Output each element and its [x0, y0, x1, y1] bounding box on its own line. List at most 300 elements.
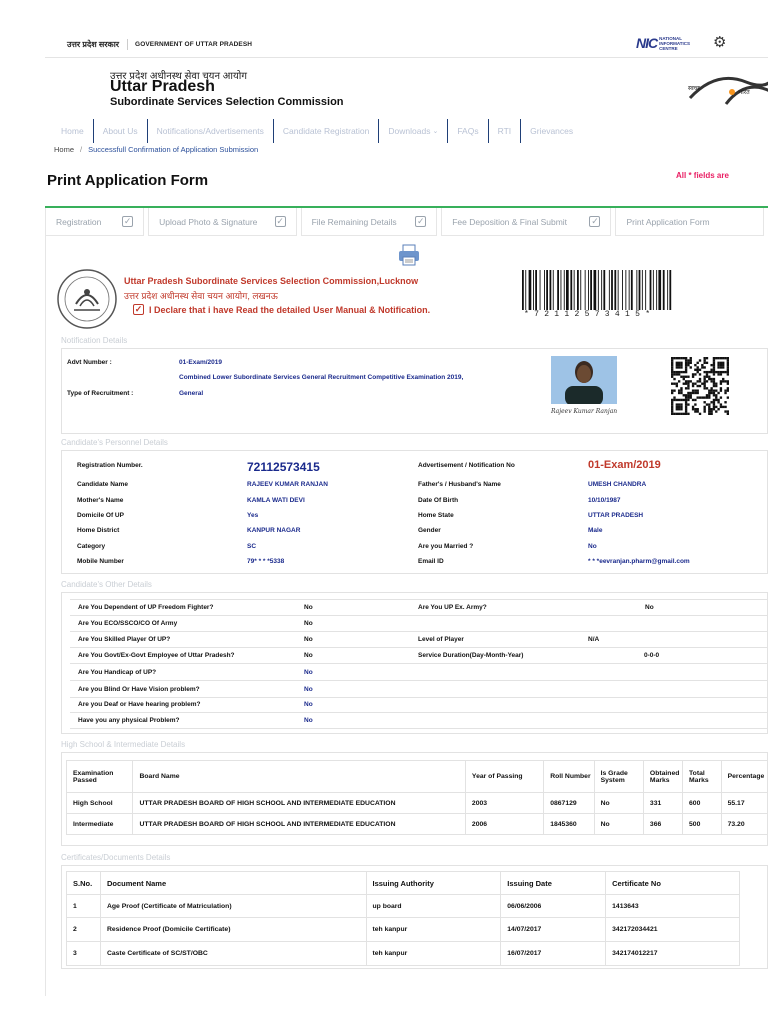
commission-name-english: Uttar Pradesh Subordinate Services Selection Commission,Lucknow: [124, 276, 419, 286]
exam-name: Combined Lower Subordinate Services General Recruitment Competitive Examination 2019,: [179, 374, 464, 381]
qr-module: [692, 408, 694, 410]
qr-module: [680, 389, 682, 391]
qr-module: [724, 406, 726, 408]
answer-value: N/A: [588, 636, 600, 643]
qr-module: [715, 383, 717, 385]
qr-module: [715, 394, 717, 396]
nic-logo[interactable]: [636, 35, 697, 51]
col-authority: Issuing Authority: [366, 872, 501, 895]
qr-module: [706, 373, 708, 375]
father-name-value: UMESH CHANDRA: [588, 481, 647, 488]
qr-module: [683, 394, 685, 396]
qr-module: [680, 357, 682, 359]
qr-module: [703, 406, 705, 408]
question-label: Are you Blind Or Have Vision problem?: [78, 686, 200, 693]
barcode-bar: [577, 270, 579, 310]
qr-module: [706, 387, 708, 389]
recruitment-type-label: Type of Recruitment :: [67, 390, 134, 397]
qr-module: [717, 366, 719, 368]
barcode-bar: [585, 270, 586, 310]
qr-module: [680, 403, 682, 405]
qr-module: [720, 383, 722, 385]
qr-module: [724, 380, 726, 382]
qr-module: [706, 376, 708, 378]
certificates-table: [66, 871, 740, 966]
qr-module: [678, 389, 680, 391]
barcode-bar: [656, 270, 657, 310]
barcode-bar: [546, 270, 548, 310]
qr-module: [720, 366, 722, 368]
qr-module: [703, 366, 705, 368]
advt-number-value: 01-Exam/2019: [179, 359, 223, 366]
qr-module: [678, 373, 680, 375]
qr-module: [694, 403, 696, 405]
qr-module: [694, 389, 696, 391]
step-registration[interactable]: [45, 208, 144, 236]
qr-module: [694, 408, 696, 410]
nav-about-us[interactable]: About Us: [94, 119, 148, 143]
qr-module: [690, 396, 692, 398]
qr-module: [676, 362, 678, 364]
qr-module: [706, 394, 708, 396]
qr-module: [685, 399, 687, 401]
barcode-bar: [522, 270, 524, 310]
qr-module: [708, 413, 710, 415]
qr-module: [678, 413, 680, 415]
qr-module: [724, 389, 726, 391]
table-cell: High School: [67, 793, 133, 814]
qr-module: [717, 373, 719, 375]
table-row: [67, 918, 740, 942]
married-value: No: [588, 543, 597, 550]
barcode-bar: [614, 270, 616, 310]
qr-module: [715, 389, 717, 391]
qr-module: [713, 362, 715, 364]
qr-module: [671, 362, 673, 364]
qr-module: [701, 366, 703, 368]
nav-rti[interactable]: RTI: [489, 119, 522, 143]
qr-module: [722, 406, 724, 408]
col-obtained: Obtained Marks: [643, 761, 682, 793]
mother-name-value: KAMLA WATI DEVI: [247, 497, 305, 504]
qr-module: [699, 359, 701, 361]
step-file-remaining[interactable]: [301, 208, 438, 236]
qr-module: [685, 369, 687, 371]
qr-module: [671, 364, 673, 366]
qr-module: [722, 366, 724, 368]
printer-icon[interactable]: [398, 244, 420, 266]
qr-module: [685, 413, 687, 415]
col-exam: Examination Passed: [67, 761, 133, 793]
qr-module: [713, 399, 715, 401]
certificates-header-row: [67, 872, 740, 895]
qr-module: [720, 403, 722, 405]
barcode-bar: [629, 270, 630, 310]
table-cell: Residence Proof (Domicile Certificate): [100, 918, 366, 942]
qr-module: [692, 376, 694, 378]
qr-module: [701, 396, 703, 398]
qr-module: [680, 387, 682, 389]
barcode-bar: [550, 270, 552, 310]
qr-module: [676, 357, 678, 359]
qr-module: [678, 364, 680, 366]
qr-module: [715, 396, 717, 398]
qr-module: [724, 357, 726, 359]
qr-module: [685, 408, 687, 410]
table-cell: 0867129: [544, 793, 594, 814]
col-roll: Roll Number: [544, 761, 594, 793]
step-fee-deposition[interactable]: [441, 208, 611, 236]
qr-module: [706, 371, 708, 373]
qr-module: [676, 413, 678, 415]
other-detail-row: [70, 600, 768, 616]
qr-module: [694, 373, 696, 375]
qr-module: [676, 385, 678, 387]
step-label: Registration: [56, 216, 102, 227]
qr-module: [708, 394, 710, 396]
answer-value: No: [304, 604, 313, 611]
question-label: Are You Handicap of UP?: [78, 669, 157, 676]
qr-module: [713, 371, 715, 373]
nav-candidate-registration[interactable]: Candidate Registration: [274, 119, 379, 143]
qr-module: [710, 389, 712, 391]
qr-module: [678, 366, 680, 368]
question-label: Are You Govt/Ex-Govt Employee of Uttar Pradesh?: [78, 652, 235, 659]
col-year: Year of Passing: [465, 761, 543, 793]
qr-module: [683, 376, 685, 378]
check-icon: ✓: [416, 216, 425, 226]
table-cell: 342172034421: [606, 918, 740, 942]
qr-module: [713, 394, 715, 396]
qr-module: [713, 408, 715, 410]
table-cell: up board: [366, 895, 501, 918]
qr-module: [671, 399, 673, 401]
registration-number-value: 72112573415: [247, 460, 320, 474]
other-detail-row: [70, 665, 768, 681]
section-certificates: Certificates/Documents Details: [61, 853, 171, 862]
qr-module: [703, 357, 705, 359]
table-cell: Caste Certificate of SC/ST/OBC: [100, 942, 366, 966]
answer-value: 0-0-0: [644, 652, 660, 659]
col-grade: Is Grade System: [594, 761, 643, 793]
qr-module: [676, 399, 678, 401]
qr-module: [692, 383, 694, 385]
question-label: Are You Skilled Player Of UP?: [78, 636, 171, 643]
qr-module: [703, 380, 705, 382]
qr-module: [685, 403, 687, 405]
qr-module: [708, 389, 710, 391]
col-issue-date: Issuing Date: [501, 872, 606, 895]
qr-module: [694, 392, 696, 394]
main-nav: [45, 119, 582, 143]
barcode-bar: [611, 270, 613, 310]
qr-module: [678, 371, 680, 373]
barcode-bar: [588, 270, 589, 310]
question-label: Are you Deaf or Have hearing problem?: [78, 701, 201, 708]
barcode-bar: [650, 270, 652, 310]
qr-module: [687, 387, 689, 389]
table-row: [67, 895, 740, 918]
qr-module: [703, 401, 705, 403]
qr-module: [727, 369, 729, 371]
home-state-value: UTTAR PRADESH: [588, 512, 644, 519]
barcode-bar: [529, 270, 532, 310]
qr-module: [727, 362, 729, 364]
qr-module: [687, 399, 689, 401]
qr-module: [715, 371, 717, 373]
qr-module: [687, 359, 689, 361]
qr-module: [717, 399, 719, 401]
qr-module: [713, 357, 715, 359]
qr-module: [694, 410, 696, 412]
barcode-image: [520, 270, 732, 310]
qr-module: [699, 378, 701, 380]
svg-text:स्वच्छ: स्वच्छ: [688, 86, 701, 92]
qr-module: [687, 364, 689, 366]
qr-module: [673, 399, 675, 401]
barcode-bar: [609, 270, 610, 310]
qr-module: [692, 373, 694, 375]
gear-icon[interactable]: ⚙: [713, 34, 727, 51]
qr-module: [687, 362, 689, 364]
breadcrumb-home[interactable]: Home: [54, 145, 75, 154]
brand-hindi: उत्तर प्रदेश अधीनस्थ सेवा चयन आयोग: [110, 71, 248, 82]
qr-module: [727, 373, 729, 375]
declaration-checkbox[interactable]: ✓: [134, 304, 143, 314]
qr-module: [671, 413, 673, 415]
answer-value: No: [304, 669, 313, 676]
qr-module: [676, 408, 678, 410]
qr-module: [671, 369, 673, 371]
qr-module: [708, 376, 710, 378]
nic-text: NATIONAL INFORMATICS CENTRE: [659, 35, 691, 51]
barcode-bar: [631, 270, 633, 310]
table-cell: UTTAR PRADESH BOARD OF HIGH SCHOOL AND INTERMEDIATE EDUCATION: [133, 814, 465, 835]
chevron-down-icon: ⌄: [432, 128, 439, 135]
gender-label: Gender: [418, 527, 441, 534]
dob-label: Date Of Birth: [418, 497, 459, 504]
qr-module: [680, 408, 682, 410]
qr-module: [687, 394, 689, 396]
qr-module: [703, 371, 705, 373]
qr-module: [676, 383, 678, 385]
barcode-bar: [622, 270, 623, 310]
nav-faqs[interactable]: FAQs: [448, 119, 488, 143]
qr-module: [685, 362, 687, 364]
qr-module: [671, 359, 673, 361]
qr-module: [703, 387, 705, 389]
qr-module: [727, 387, 729, 389]
qr-module: [701, 364, 703, 366]
qr-module: [708, 378, 710, 380]
qr-module: [678, 362, 680, 364]
barcode-bar: [574, 270, 575, 310]
category-label: Category: [77, 543, 106, 550]
mobile-value: 79* * * *5338: [247, 558, 285, 565]
other-detail-row: [70, 648, 768, 664]
qr-module: [708, 408, 710, 410]
qr-module: [715, 410, 717, 412]
swachh-bharat-logo: [686, 68, 768, 116]
qr-module: [713, 369, 715, 371]
table-cell: 73.20: [721, 814, 768, 835]
barcode-bar: [601, 270, 602, 310]
breadcrumb-separator: /: [80, 145, 83, 154]
barcode-bar: [669, 270, 671, 310]
table-cell: UTTAR PRADESH BOARD OF HIGH SCHOOL AND INTERMEDIATE EDUCATION: [133, 793, 465, 814]
qr-module: [690, 380, 692, 382]
barcode-bar: [590, 270, 592, 310]
table-cell: No: [594, 793, 643, 814]
qr-module: [690, 366, 692, 368]
qr-module: [694, 399, 696, 401]
qr-module: [706, 357, 708, 359]
section-other: Candidate's Other Details: [61, 580, 152, 589]
qr-module: [687, 385, 689, 387]
qr-module: [685, 387, 687, 389]
qr-module: [690, 359, 692, 361]
qr-module: [685, 380, 687, 382]
candidate-signature: Rajeev Kumar Ranjan: [551, 408, 618, 415]
qr-module: [720, 357, 722, 359]
qr-module: [722, 362, 724, 364]
qr-module: [703, 376, 705, 378]
qr-module: [680, 399, 682, 401]
col-board: Board Name: [133, 761, 465, 793]
step-print-form[interactable]: [615, 208, 764, 236]
qr-module: [717, 392, 719, 394]
brand-title[interactable]: Uttar Pradesh: [110, 78, 215, 95]
qr-module: [683, 383, 685, 385]
qr-module: [687, 413, 689, 415]
barcode-bar: [580, 270, 581, 310]
barcode-bar: [598, 270, 599, 310]
declaration-text: I Declare that i have Read the detailed User Manual & Notification.: [149, 304, 431, 315]
qr-module: [690, 394, 692, 396]
table-cell: 366: [643, 814, 682, 835]
qr-module: [673, 383, 675, 385]
barcode-bar: [603, 270, 605, 310]
qr-module: [708, 403, 710, 405]
qr-module: [676, 406, 678, 408]
qr-module: [673, 396, 675, 398]
advt-number-label: Advt Number :: [67, 359, 112, 366]
qr-module: [671, 389, 673, 391]
qr-module: [680, 392, 682, 394]
section-personal: Candidate's Personnel Details: [61, 438, 168, 447]
candidate-name-value: RAJEEV KUMAR RANJAN: [247, 481, 328, 488]
question-label: Are You ECO/SSCO/CO Of Army: [78, 620, 178, 627]
qr-module: [671, 392, 673, 394]
divider: [45, 57, 768, 58]
qr-module: [720, 373, 722, 375]
qr-module: [680, 362, 682, 364]
qr-module: [713, 373, 715, 375]
step-upload-photo[interactable]: [148, 208, 297, 236]
qr-module: [710, 371, 712, 373]
qr-module: [676, 371, 678, 373]
barcode-bar: [535, 270, 537, 310]
table-cell: 342174012217: [606, 942, 740, 966]
qr-module: [727, 364, 729, 366]
qr-module: [713, 380, 715, 382]
answer-value: No: [304, 701, 313, 708]
qr-module: [680, 406, 682, 408]
qr-module: [671, 408, 673, 410]
nav-home[interactable]: Home: [45, 119, 94, 143]
table-cell: teh kanpur: [366, 942, 501, 966]
qr-module: [727, 357, 729, 359]
qr-module: [692, 392, 694, 394]
qr-module: [708, 406, 710, 408]
qr-module: [724, 371, 726, 373]
other-detail-row: [70, 713, 768, 729]
qr-module: [717, 371, 719, 373]
qr-module: [699, 396, 701, 398]
qr-module: [710, 380, 712, 382]
qr-module: [694, 364, 696, 366]
gender-value: Male: [588, 527, 603, 534]
qr-module: [678, 357, 680, 359]
qr-module: [703, 378, 705, 380]
check-icon: ✓: [591, 216, 599, 226]
qr-module: [683, 399, 685, 401]
barcode-bar: [636, 270, 637, 310]
domicile-label: Domicile Of UP: [77, 512, 124, 519]
qr-module: [722, 364, 724, 366]
qr-module: [727, 380, 729, 382]
qr-module: [722, 371, 724, 373]
section-education: High School & Intermediate Details: [61, 740, 186, 749]
barcode-bar: [553, 270, 554, 310]
education-header-row: [67, 761, 768, 793]
qr-module: [694, 369, 696, 371]
qr-module: [690, 357, 692, 359]
candidate-photo: [551, 356, 617, 404]
qr-module: [697, 380, 699, 382]
qr-module: [717, 357, 719, 359]
other-detail-row: [70, 697, 768, 713]
qr-module: [708, 371, 710, 373]
nav-notifications[interactable]: Notifications/Advertisements: [148, 119, 274, 143]
table-cell: 2003: [465, 793, 543, 814]
page-title: Print Application Form: [47, 172, 209, 189]
answer-value: No: [304, 636, 313, 643]
qr-module: [713, 366, 715, 368]
qr-module: [692, 399, 694, 401]
qr-module: [724, 401, 726, 403]
qr-module: [703, 410, 705, 412]
qr-module: [692, 406, 694, 408]
qr-module: [683, 371, 685, 373]
nav-downloads[interactable]: [379, 119, 448, 143]
answer-value: No: [304, 717, 313, 724]
nav-grievances[interactable]: Grievances: [530, 126, 574, 136]
married-label: Are you Married ?: [418, 543, 474, 550]
qr-module: [701, 383, 703, 385]
qr-module: [685, 366, 687, 368]
barcode-bar: [645, 270, 646, 310]
qr-module: [697, 389, 699, 391]
qr-module: [673, 371, 675, 373]
qr-module: [671, 401, 673, 403]
candidate-name-label: Candidate Name: [77, 481, 128, 488]
qr-module: [676, 403, 678, 405]
qr-module: [697, 410, 699, 412]
qr-module: [720, 380, 722, 382]
qr-module: [708, 396, 710, 398]
answer-value: No: [304, 620, 313, 627]
